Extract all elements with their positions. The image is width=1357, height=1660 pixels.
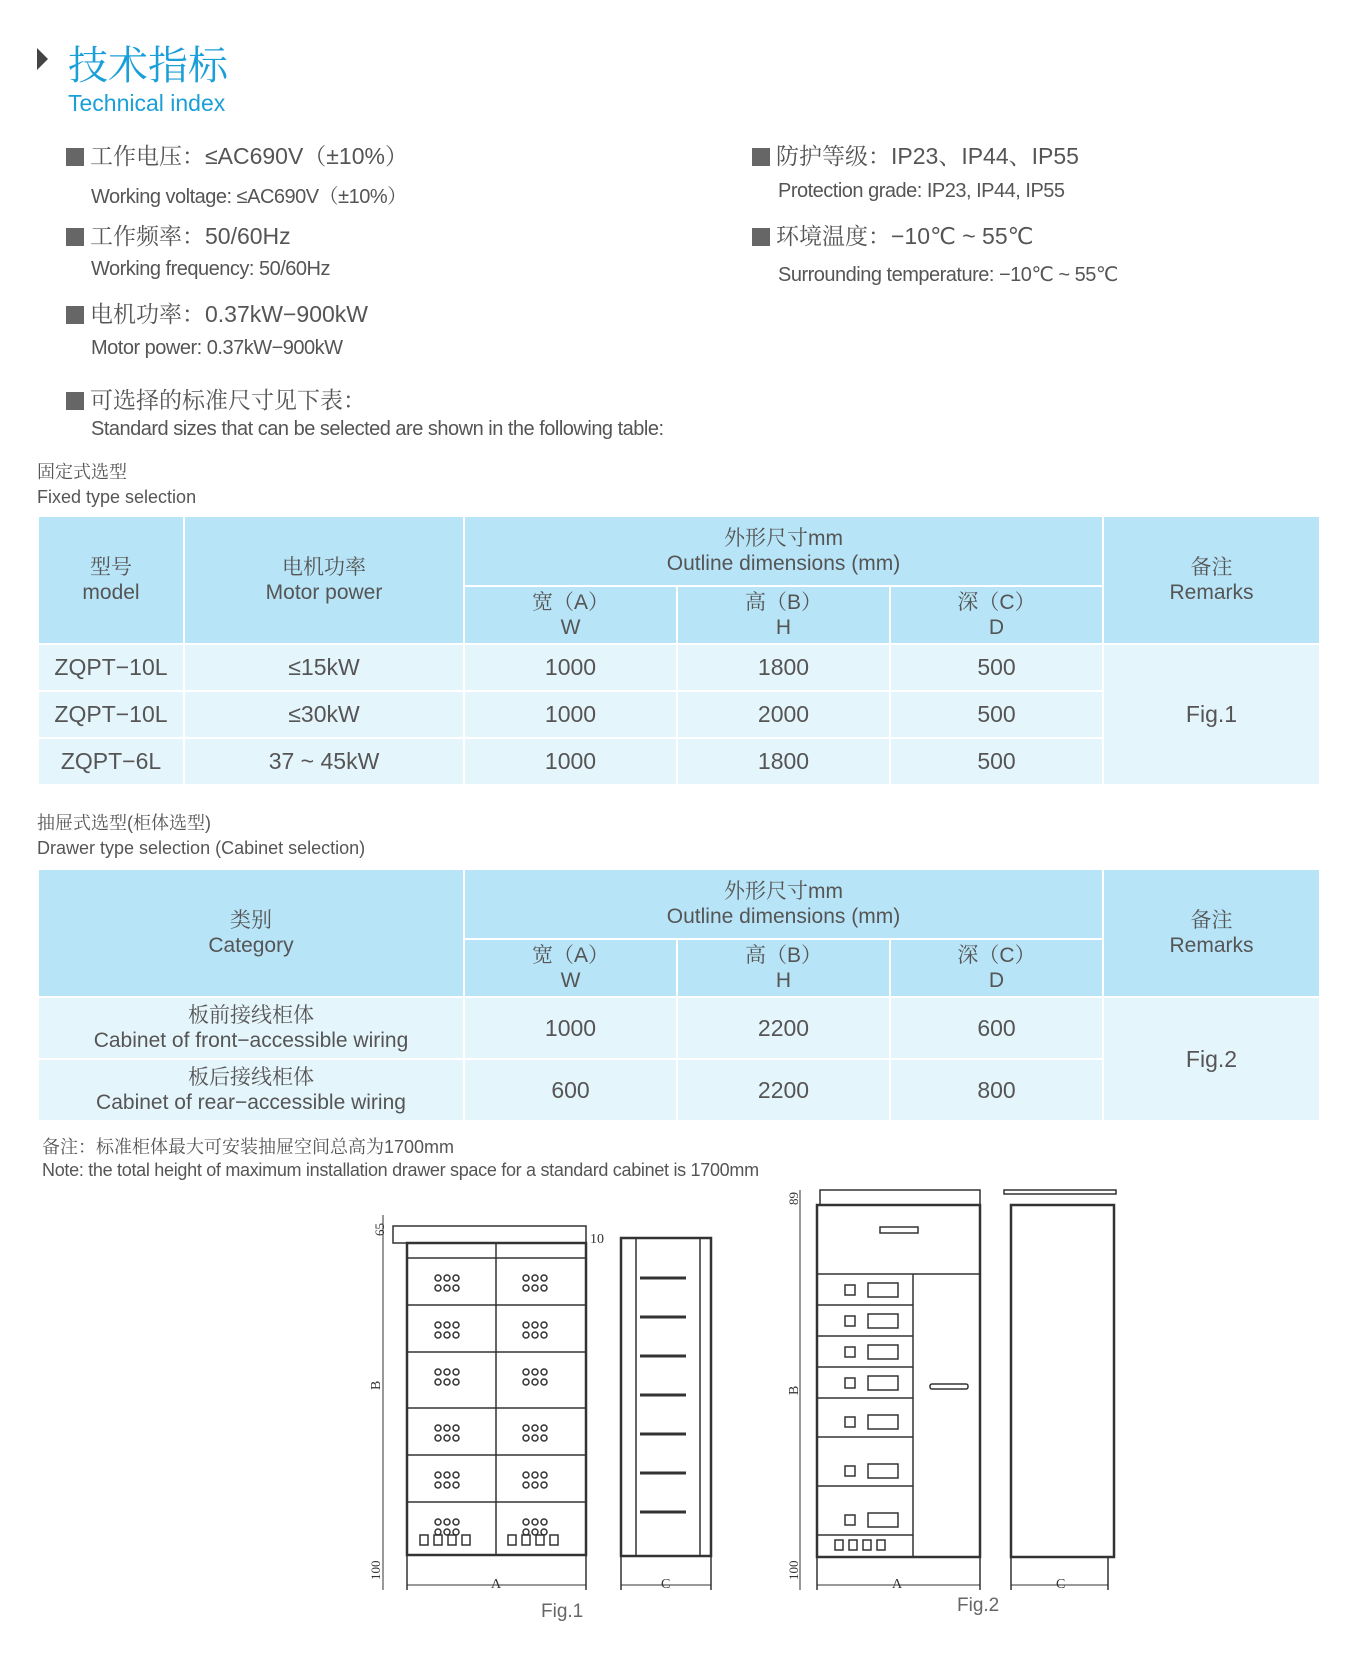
indicator-icon xyxy=(523,1332,529,1338)
terminal-icon xyxy=(508,1535,516,1545)
cell-width: 1000 xyxy=(464,691,677,738)
header-model: 型号 model xyxy=(38,516,184,644)
indicator-icon xyxy=(435,1379,441,1385)
indicator-icon xyxy=(435,1529,441,1535)
svg-text:B: B xyxy=(369,1380,384,1390)
meter-icon xyxy=(868,1513,898,1527)
indicator-icon xyxy=(453,1379,459,1385)
handle-icon xyxy=(930,1384,968,1389)
indicator-icon xyxy=(453,1369,459,1375)
spec-temperature: 环境温度：−10℃ ~ 55℃ xyxy=(752,218,1033,251)
drawer-subtitle: Drawer type selection (Cabinet selection) xyxy=(37,838,366,858)
spec-power: 电机功率：0.37kW−900kW xyxy=(66,296,368,329)
fig1-side-view xyxy=(621,1238,711,1592)
spec-power-en: Motor power: 0.37kW−900kW xyxy=(91,337,343,359)
header-depth: 深（C） D xyxy=(890,586,1103,644)
switch-icon xyxy=(845,1347,855,1357)
indicator-icon xyxy=(532,1379,538,1385)
note-en: Note: the total height of maximum installation drawer space for a standard cabinet is 1700mm xyxy=(42,1160,759,1180)
indicator-icon xyxy=(523,1369,529,1375)
cell-power: 37 ~ 45kW xyxy=(184,738,464,785)
indicator-icon xyxy=(532,1275,538,1281)
cell-category: 板前接线柜体 Cabinet of front−accessible wiring xyxy=(38,997,464,1059)
page-subtitle: Technical index xyxy=(68,90,226,116)
switch-icon xyxy=(845,1466,855,1476)
cell-power: ≤15kW xyxy=(184,644,464,691)
switch-icon xyxy=(845,1417,855,1427)
indicator-icon xyxy=(541,1519,547,1525)
indicator-icon xyxy=(453,1435,459,1441)
header-power: 电机功率 Motor power xyxy=(184,516,464,644)
cell-category: 板后接线柜体 Cabinet of rear−accessible wiring xyxy=(38,1059,464,1121)
svg-text:10: 10 xyxy=(590,1232,604,1247)
indicator-icon xyxy=(444,1285,450,1291)
indicator-icon xyxy=(541,1472,547,1478)
indicator-icon xyxy=(541,1285,547,1291)
indicator-icon xyxy=(523,1285,529,1291)
indicator-icon xyxy=(444,1435,450,1441)
indicator-icon xyxy=(453,1519,459,1525)
spec-temperature-en: Surrounding temperature: −10℃ ~ 55℃ xyxy=(778,264,1118,286)
indicator-icon xyxy=(532,1322,538,1328)
indicator-icon xyxy=(435,1322,441,1328)
cell-width: 1000 xyxy=(464,644,677,691)
indicator-icon xyxy=(532,1519,538,1525)
cell-depth: 500 xyxy=(890,644,1103,691)
header-height: 高（B） H xyxy=(677,939,890,997)
indicator-icon xyxy=(435,1425,441,1431)
indicator-icon xyxy=(444,1275,450,1281)
terminal-icon xyxy=(550,1535,558,1545)
meter-icon xyxy=(868,1314,898,1328)
indicator-icon xyxy=(444,1369,450,1375)
indicator-icon xyxy=(435,1285,441,1291)
svg-text:C: C xyxy=(661,1577,671,1592)
spec-frequency-en: Working frequency: 50/60Hz xyxy=(91,258,330,280)
switch-icon xyxy=(845,1378,855,1388)
terminal-icon xyxy=(536,1535,544,1545)
indicator-icon xyxy=(523,1435,529,1441)
indicator-icon xyxy=(523,1275,529,1281)
indicator-icon xyxy=(435,1275,441,1281)
indicator-icon xyxy=(444,1472,450,1478)
indicator-icon xyxy=(444,1332,450,1338)
cell-height: 2200 xyxy=(677,997,890,1059)
terminal-icon xyxy=(877,1540,885,1550)
cell-width: 1000 xyxy=(464,997,677,1059)
indicator-icon xyxy=(453,1322,459,1328)
cell-depth: 600 xyxy=(890,997,1103,1059)
indicator-icon xyxy=(523,1379,529,1385)
note-cn: 备注：标准柜体最大可安装抽屉空间总高为1700mm xyxy=(42,1137,455,1157)
indicator-icon xyxy=(532,1529,538,1535)
spec-protection: 防护等级：IP23、IP44、IP55 xyxy=(752,138,1079,171)
indicator-icon xyxy=(453,1425,459,1431)
svg-text:Fig.1: Fig.1 xyxy=(541,1601,584,1622)
indicator-icon xyxy=(541,1332,547,1338)
indicator-icon xyxy=(435,1482,441,1488)
indicator-icon xyxy=(453,1529,459,1535)
header-outline: 外形尺寸mm Outline dimensions (mm) xyxy=(464,516,1103,586)
cell-depth: 500 xyxy=(890,691,1103,738)
header-depth: 深（C） D xyxy=(890,939,1103,997)
indicator-icon xyxy=(444,1425,450,1431)
svg-text:65: 65 xyxy=(372,1223,387,1236)
cell-height: 2200 xyxy=(677,1059,890,1121)
spec-frequency: 工作频率：50/60Hz xyxy=(66,218,291,251)
svg-text:C: C xyxy=(1056,1577,1066,1592)
indicator-icon xyxy=(541,1369,547,1375)
indicator-icon xyxy=(444,1482,450,1488)
indicator-icon xyxy=(541,1379,547,1385)
fig2-side-view xyxy=(1004,1190,1116,1592)
cell-height: 1800 xyxy=(677,738,890,785)
cell-remark: Fig.1 xyxy=(1103,644,1320,785)
header-remarks: 备注 Remarks xyxy=(1103,516,1320,644)
cell-width: 1000 xyxy=(464,738,677,785)
indicator-icon xyxy=(435,1332,441,1338)
indicator-icon xyxy=(541,1322,547,1328)
indicator-icon xyxy=(541,1275,547,1281)
indicator-icon xyxy=(541,1425,547,1431)
terminal-icon xyxy=(462,1535,470,1545)
cell-model: ZQPT−10L xyxy=(38,691,184,738)
indicator-icon xyxy=(444,1519,450,1525)
fixed-subtitle: Fixed type selection xyxy=(37,487,197,507)
indicator-icon xyxy=(453,1332,459,1338)
indicator-icon xyxy=(444,1322,450,1328)
cell-depth: 500 xyxy=(890,738,1103,785)
indicator-icon xyxy=(523,1529,529,1535)
page-title: 技术指标 xyxy=(68,44,228,88)
cell-remark: Fig.2 xyxy=(1103,997,1320,1121)
terminal-icon xyxy=(434,1535,442,1545)
cell-height: 1800 xyxy=(677,644,890,691)
spec-voltage-en: Working voltage: ≤AC690V（±10%） xyxy=(91,186,407,208)
indicator-icon xyxy=(532,1332,538,1338)
cell-power: ≤30kW xyxy=(184,691,464,738)
cell-height: 2000 xyxy=(677,691,890,738)
indicator-icon xyxy=(541,1435,547,1441)
fixed-title: 固定式选型 xyxy=(37,462,127,482)
indicator-icon xyxy=(532,1435,538,1441)
indicator-icon xyxy=(444,1379,450,1385)
meter-icon xyxy=(868,1376,898,1390)
terminal-icon xyxy=(835,1540,843,1550)
indicator-icon xyxy=(523,1482,529,1488)
indicator-icon xyxy=(444,1529,450,1535)
meter-icon xyxy=(868,1283,898,1297)
svg-text:100: 100 xyxy=(368,1560,383,1580)
indicator-icon xyxy=(532,1482,538,1488)
indicator-icon xyxy=(532,1285,538,1291)
fig2-front-view xyxy=(786,1190,999,1616)
indicator-icon xyxy=(523,1322,529,1328)
fig1-front-view xyxy=(368,1215,604,1622)
cell-model: ZQPT−10L xyxy=(38,644,184,691)
terminal-icon xyxy=(420,1535,428,1545)
indicator-icon xyxy=(453,1472,459,1478)
indicator-icon xyxy=(523,1425,529,1431)
svg-text:B: B xyxy=(787,1385,802,1395)
indicator-icon xyxy=(541,1482,547,1488)
switch-icon xyxy=(845,1515,855,1525)
spec-sizes: 可选择的标准尺寸见下表： xyxy=(66,382,366,415)
indicator-icon xyxy=(532,1472,538,1478)
meter-icon xyxy=(868,1464,898,1478)
terminal-icon xyxy=(849,1540,857,1550)
header-remarks: 备注 Remarks xyxy=(1103,869,1320,997)
indicator-icon xyxy=(453,1482,459,1488)
terminal-icon xyxy=(522,1535,530,1545)
meter-icon xyxy=(868,1415,898,1429)
header-width: 宽（A） W xyxy=(464,939,677,997)
indicator-icon xyxy=(523,1472,529,1478)
spec-voltage: 工作电压：≤AC690V（±10%） xyxy=(66,138,408,171)
header-width: 宽（A） W xyxy=(464,586,677,644)
drawer-title: 抽屉式选型(柜体选型) xyxy=(37,813,211,833)
indicator-icon xyxy=(523,1519,529,1525)
indicator-icon xyxy=(541,1529,547,1535)
svg-text:Fig.2: Fig.2 xyxy=(957,1595,1000,1616)
svg-text:A: A xyxy=(892,1577,903,1592)
indicator-icon xyxy=(435,1369,441,1375)
header-height: 高（B） H xyxy=(677,586,890,644)
svg-text:A: A xyxy=(491,1577,502,1592)
terminal-icon xyxy=(863,1540,871,1550)
switch-icon xyxy=(845,1285,855,1295)
indicator-icon xyxy=(435,1519,441,1525)
meter-icon xyxy=(868,1345,898,1359)
svg-text:89: 89 xyxy=(786,1192,801,1205)
spec-protection-en: Protection grade: IP23, IP44, IP55 xyxy=(778,180,1065,202)
indicator-icon xyxy=(453,1275,459,1281)
cell-depth: 800 xyxy=(890,1059,1103,1121)
spec-sizes-en: Standard sizes that can be selected are shown in the following table: xyxy=(91,418,664,440)
cell-width: 600 xyxy=(464,1059,677,1121)
switch-icon xyxy=(845,1316,855,1326)
indicator-icon xyxy=(435,1472,441,1478)
indicator-icon xyxy=(532,1425,538,1431)
header-category: 类别 Category xyxy=(38,869,464,997)
indicator-icon xyxy=(435,1435,441,1441)
indicator-icon xyxy=(453,1285,459,1291)
terminal-icon xyxy=(448,1535,456,1545)
indicator-icon xyxy=(532,1369,538,1375)
cell-model: ZQPT−6L xyxy=(38,738,184,785)
svg-text:100: 100 xyxy=(786,1560,801,1580)
header-outline: 外形尺寸mm Outline dimensions (mm) xyxy=(464,869,1103,939)
